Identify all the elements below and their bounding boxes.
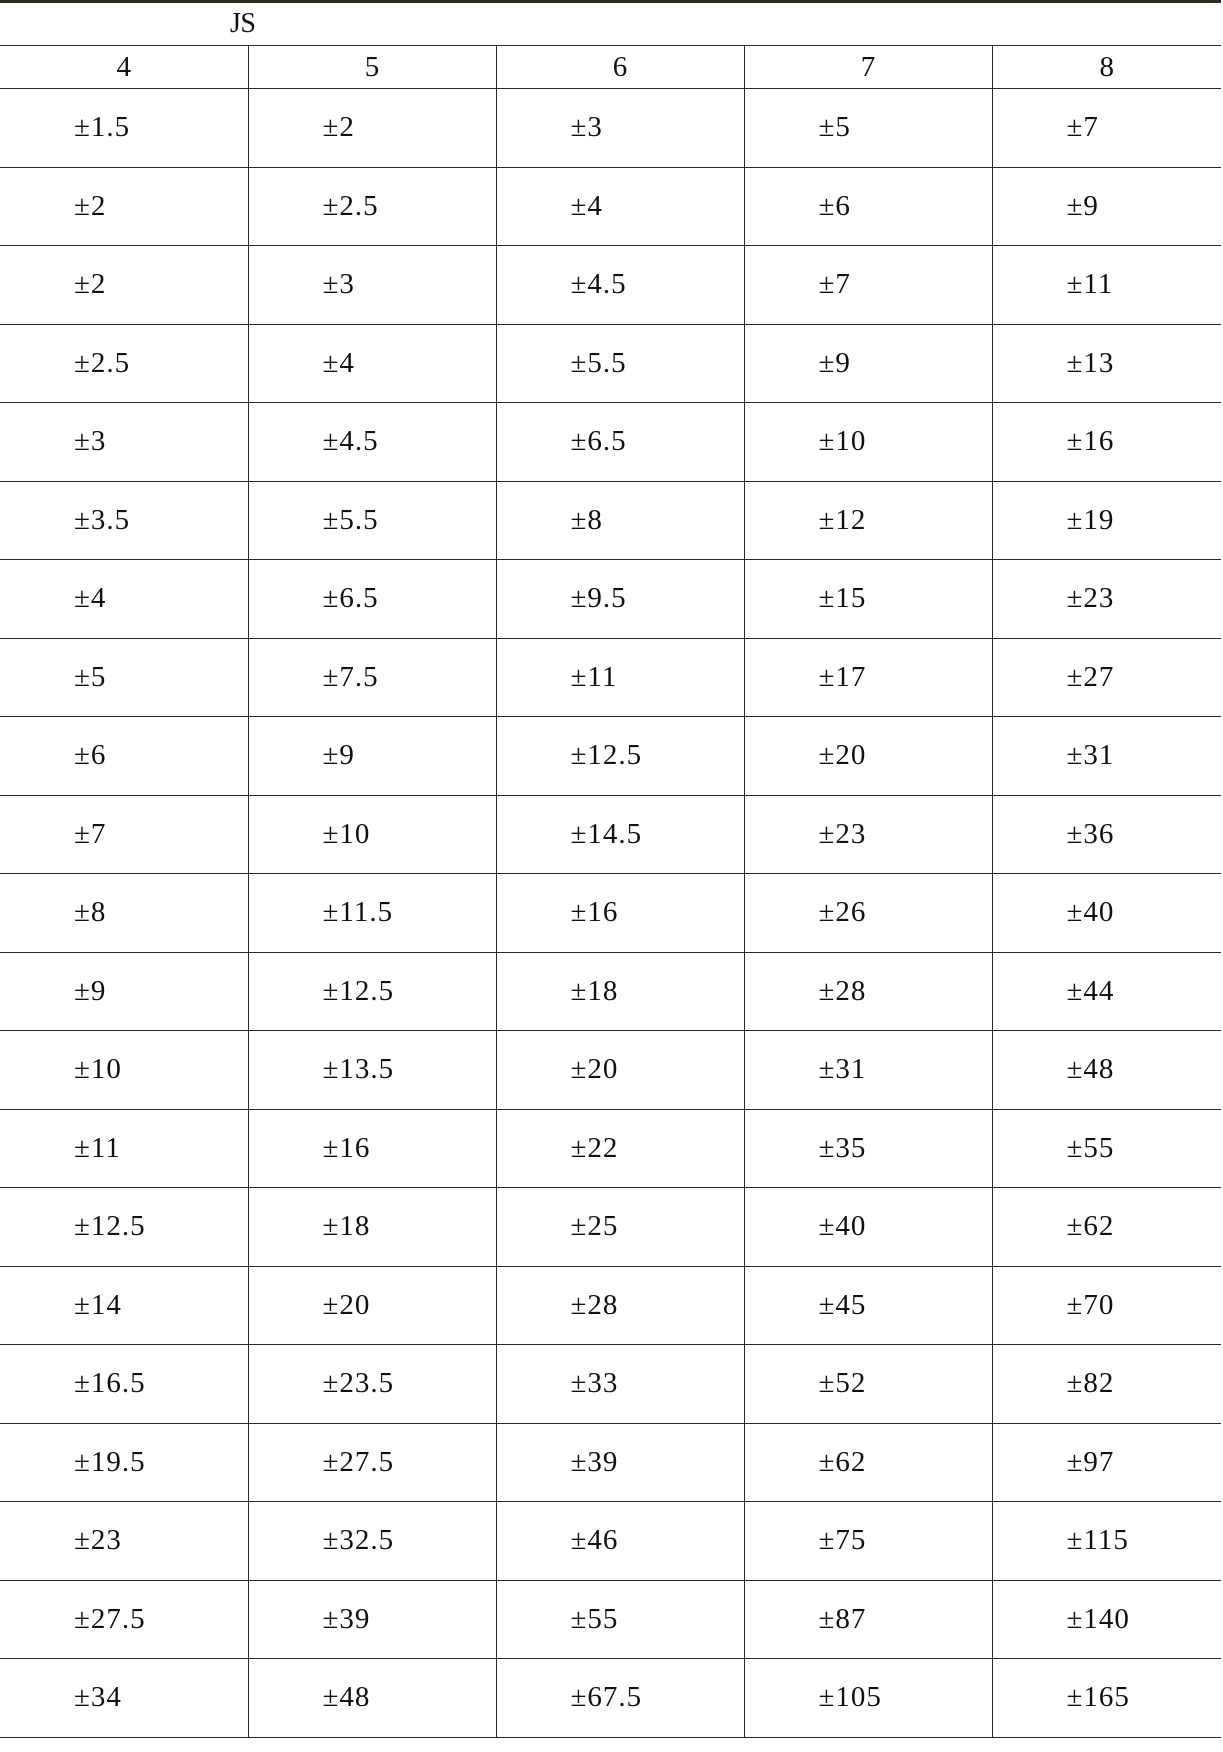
table-cell: ±9 bbox=[248, 717, 496, 796]
table-cell: ±7 bbox=[992, 89, 1221, 168]
table-cell: ±31 bbox=[744, 1031, 992, 1110]
table-cell: ±1.5 bbox=[0, 89, 248, 168]
table-row bbox=[0, 1423, 1221, 1502]
table-cell: ±55 bbox=[496, 1580, 744, 1659]
table-cell: ±97 bbox=[992, 1423, 1221, 1502]
table-cell: ±4 bbox=[0, 560, 248, 639]
table-cell: ±70 bbox=[992, 1266, 1221, 1345]
column-header: 8 bbox=[992, 46, 1221, 89]
table-cell: ±16 bbox=[496, 874, 744, 953]
table-cell: ±23 bbox=[992, 560, 1221, 639]
table-cell: ±20 bbox=[248, 1266, 496, 1345]
table-row bbox=[0, 560, 1221, 639]
table-cell: ±17 bbox=[744, 638, 992, 717]
table-row bbox=[0, 403, 1221, 482]
table-cell: ±11 bbox=[992, 246, 1221, 325]
table-cell: ±6 bbox=[744, 167, 992, 246]
table-cell: ±75 bbox=[744, 1502, 992, 1581]
table-cell: ±4.5 bbox=[248, 403, 496, 482]
table-row bbox=[0, 1031, 1221, 1110]
table-cell: ±10 bbox=[0, 1031, 248, 1110]
table-cell: ±25 bbox=[496, 1188, 744, 1267]
table-cell: ±45 bbox=[744, 1266, 992, 1345]
table-cell: ±6.5 bbox=[248, 560, 496, 639]
column-header: 7 bbox=[744, 46, 992, 89]
table-cell: ±20 bbox=[496, 1031, 744, 1110]
top-rule bbox=[0, 0, 1221, 3]
table-cell: ±55 bbox=[992, 1109, 1221, 1188]
tolerance-table bbox=[0, 45, 1221, 1738]
table-cell: ±27.5 bbox=[248, 1423, 496, 1502]
table-cell: ±48 bbox=[248, 1659, 496, 1738]
table-cell: ±8 bbox=[496, 481, 744, 560]
table-cell: ±16 bbox=[992, 403, 1221, 482]
table-cell: ±13.5 bbox=[248, 1031, 496, 1110]
table-cell: ±15 bbox=[744, 560, 992, 639]
table-cell: ±12.5 bbox=[248, 952, 496, 1031]
table-cell: ±28 bbox=[744, 952, 992, 1031]
table-cell: ±5 bbox=[744, 89, 992, 168]
table-row bbox=[0, 1659, 1221, 1738]
table-cell: ±8 bbox=[0, 874, 248, 953]
table-cell: ±23 bbox=[0, 1502, 248, 1581]
table-cell: ±31 bbox=[992, 717, 1221, 796]
table-cell: ±16 bbox=[248, 1109, 496, 1188]
header-row bbox=[0, 46, 1221, 89]
table-row bbox=[0, 874, 1221, 953]
table-cell: ±12.5 bbox=[0, 1188, 248, 1267]
table-cell: ±23.5 bbox=[248, 1345, 496, 1424]
table-cell: ±10 bbox=[248, 795, 496, 874]
table-cell: ±13 bbox=[992, 324, 1221, 403]
table-cell: ±11.5 bbox=[248, 874, 496, 953]
table-cell: ±36 bbox=[992, 795, 1221, 874]
table-cell: ±5.5 bbox=[248, 481, 496, 560]
table-cell: ±5 bbox=[0, 638, 248, 717]
table-cell: ±32.5 bbox=[248, 1502, 496, 1581]
column-header: 5 bbox=[248, 46, 496, 89]
table-cell: ±4.5 bbox=[496, 246, 744, 325]
table-cell: ±9 bbox=[744, 324, 992, 403]
table-cell: ±27.5 bbox=[0, 1580, 248, 1659]
table-cell: ±3 bbox=[0, 403, 248, 482]
table-row bbox=[0, 717, 1221, 796]
table-row bbox=[0, 246, 1221, 325]
table-cell: ±22 bbox=[496, 1109, 744, 1188]
table-row bbox=[0, 481, 1221, 560]
table-row bbox=[0, 795, 1221, 874]
table-cell: ±4 bbox=[496, 167, 744, 246]
table-cell: ±44 bbox=[992, 952, 1221, 1031]
table-cell: ±16.5 bbox=[0, 1345, 248, 1424]
table-cell: ±9.5 bbox=[496, 560, 744, 639]
table-cell: ±28 bbox=[496, 1266, 744, 1345]
table-cell: ±4 bbox=[248, 324, 496, 403]
table-cell: ±11 bbox=[496, 638, 744, 717]
table-cell: ±2.5 bbox=[248, 167, 496, 246]
table-cell: ±3 bbox=[496, 89, 744, 168]
table-cell: ±18 bbox=[248, 1188, 496, 1267]
table-cell: ±2.5 bbox=[0, 324, 248, 403]
table-row bbox=[0, 1345, 1221, 1424]
table-cell: ±165 bbox=[992, 1659, 1221, 1738]
table-cell: ±18 bbox=[496, 952, 744, 1031]
table-cell: ±40 bbox=[744, 1188, 992, 1267]
table-cell: ±39 bbox=[496, 1423, 744, 1502]
table-cell: ±46 bbox=[496, 1502, 744, 1581]
table-cell: ±34 bbox=[0, 1659, 248, 1738]
table-row bbox=[0, 1580, 1221, 1659]
group-label-js: JS bbox=[230, 8, 256, 39]
table-cell: ±12.5 bbox=[496, 717, 744, 796]
table-cell: ±3.5 bbox=[0, 481, 248, 560]
table-cell: ±105 bbox=[744, 1659, 992, 1738]
table-row bbox=[0, 638, 1221, 717]
table-cell: ±87 bbox=[744, 1580, 992, 1659]
table-cell: ±67.5 bbox=[496, 1659, 744, 1738]
table-cell: ±10 bbox=[744, 403, 992, 482]
table-cell: ±39 bbox=[248, 1580, 496, 1659]
table-cell: ±11 bbox=[0, 1109, 248, 1188]
table-cell: ±5.5 bbox=[496, 324, 744, 403]
table-cell: ±19.5 bbox=[0, 1423, 248, 1502]
table-cell: ±140 bbox=[992, 1580, 1221, 1659]
table-cell: ±7 bbox=[744, 246, 992, 325]
table-row bbox=[0, 89, 1221, 168]
table-cell: ±6 bbox=[0, 717, 248, 796]
table-cell: ±35 bbox=[744, 1109, 992, 1188]
table-cell: ±14 bbox=[0, 1266, 248, 1345]
table-cell: ±7 bbox=[0, 795, 248, 874]
table-cell: ±3 bbox=[248, 246, 496, 325]
table-cell: ±6.5 bbox=[496, 403, 744, 482]
table-cell: ±2 bbox=[0, 167, 248, 246]
table-cell: ±2 bbox=[0, 246, 248, 325]
table-row bbox=[0, 1188, 1221, 1267]
table-cell: ±14.5 bbox=[496, 795, 744, 874]
table-cell: ±62 bbox=[992, 1188, 1221, 1267]
column-header: 6 bbox=[496, 46, 744, 89]
table-row bbox=[0, 1109, 1221, 1188]
table-row bbox=[0, 1502, 1221, 1581]
table-body bbox=[0, 89, 1221, 1738]
table-cell: ±33 bbox=[496, 1345, 744, 1424]
table-cell: ±9 bbox=[992, 167, 1221, 246]
table-row bbox=[0, 324, 1221, 403]
table-cell: ±20 bbox=[744, 717, 992, 796]
table-cell: ±9 bbox=[0, 952, 248, 1031]
table-cell: ±82 bbox=[992, 1345, 1221, 1424]
table-cell: ±2 bbox=[248, 89, 496, 168]
table-cell: ±40 bbox=[992, 874, 1221, 953]
table-cell: ±12 bbox=[744, 481, 992, 560]
table-cell: ±62 bbox=[744, 1423, 992, 1502]
table-cell: ±48 bbox=[992, 1031, 1221, 1110]
column-header: 4 bbox=[0, 46, 248, 89]
table-cell: ±7.5 bbox=[248, 638, 496, 717]
table-cell: ±115 bbox=[992, 1502, 1221, 1581]
table-cell: ±23 bbox=[744, 795, 992, 874]
table-cell: ±19 bbox=[992, 481, 1221, 560]
table-row bbox=[0, 167, 1221, 246]
table-cell: ±52 bbox=[744, 1345, 992, 1424]
table-cell: ±26 bbox=[744, 874, 992, 953]
table-row bbox=[0, 1266, 1221, 1345]
table-cell: ±27 bbox=[992, 638, 1221, 717]
table-row bbox=[0, 952, 1221, 1031]
